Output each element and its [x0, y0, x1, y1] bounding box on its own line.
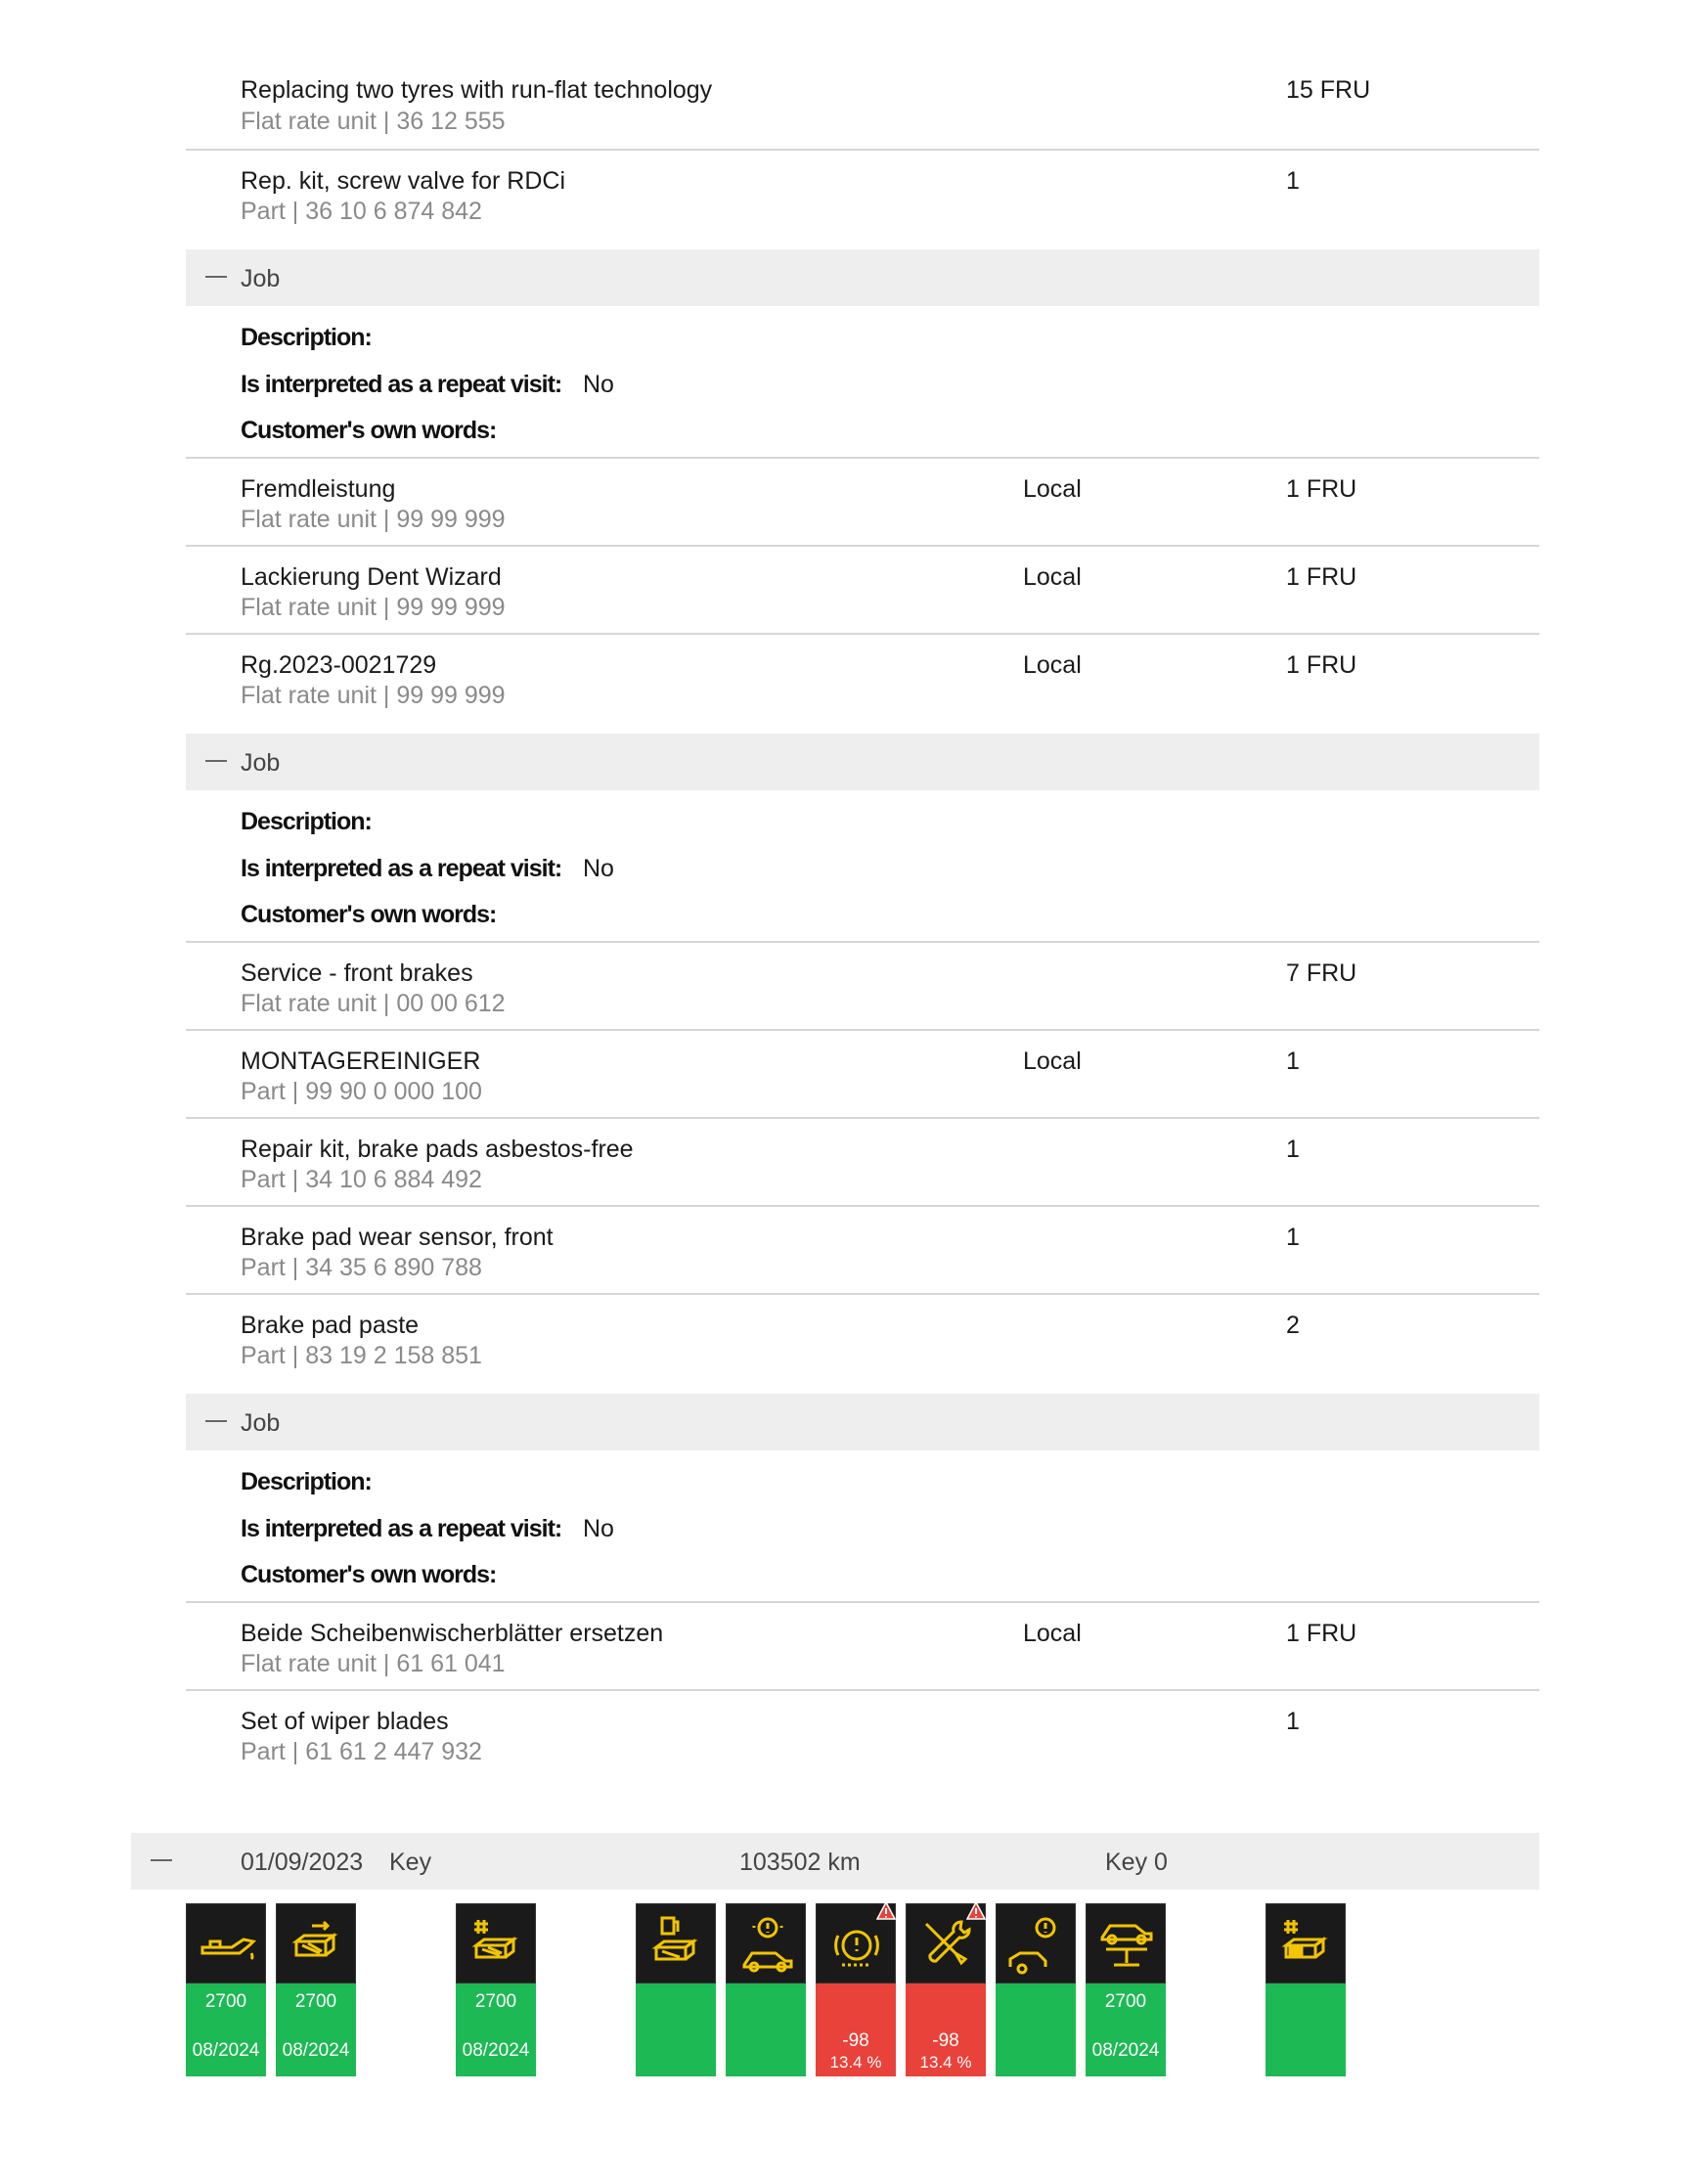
item-qty: 1 FRU: [1286, 563, 1357, 591]
tile-value: 2700: [294, 1991, 337, 2012]
tile-date: 08/2024: [282, 2040, 350, 2061]
job-info: [186, 790, 1539, 941]
item-qty: 1 FRU: [1286, 475, 1357, 503]
own-words-label: Customer's own words:: [241, 417, 497, 444]
list-item: [186, 1689, 1539, 1777]
item-qty: 7 FRU: [1286, 959, 1357, 987]
fuel-filter-icon: [636, 1903, 716, 1983]
item-name: MONTAGEREINIGER: [241, 1047, 481, 1075]
item-name: Brake pad wear sensor, front: [241, 1224, 554, 1251]
list-item: [186, 633, 1539, 721]
tile-value: 2700: [204, 1991, 247, 2012]
collapse-icon[interactable]: [205, 760, 227, 762]
item-qty: 2: [1286, 1312, 1300, 1339]
vehicle-check-rear-icon: [996, 1903, 1076, 1983]
service-tile[interactable]: [276, 1903, 356, 2076]
collapse-icon[interactable]: [151, 1859, 172, 1861]
description-label: Description:: [241, 808, 372, 835]
service-tile[interactable]: [186, 1903, 266, 2076]
item-qty: 1: [1286, 167, 1300, 195]
job-label: Job: [241, 1409, 281, 1437]
item-sub: Part | 99 90 0 000 100: [241, 1078, 482, 1105]
air-filter-icon: [276, 1903, 356, 1983]
service-tile[interactable]: [816, 1903, 896, 2076]
item-local: Local: [1023, 563, 1082, 591]
service-tile[interactable]: [906, 1903, 986, 2076]
item-sub: Flat rate unit | 99 99 999: [241, 682, 506, 709]
warning-icon: [876, 1901, 896, 1921]
visit-mileage: 103502 km: [739, 1849, 861, 1876]
list-item: [186, 61, 1539, 149]
repeat-visit-value: No: [583, 371, 614, 398]
description-label: Description:: [241, 1468, 372, 1495]
item-sub: Flat rate unit | 61 61 041: [241, 1650, 506, 1677]
item-local: Local: [1023, 651, 1082, 679]
list-item: [186, 941, 1539, 1029]
item-sub: Part | 34 35 6 890 788: [241, 1254, 482, 1281]
tile-value: 2700: [474, 1991, 517, 2012]
item-name: Beide Scheibenwischerblätter ersetzen: [241, 1620, 664, 1647]
service-tile[interactable]: [1266, 1903, 1346, 2076]
item-qty: 15 FRU: [1286, 76, 1371, 104]
list-item: [186, 1601, 1539, 1689]
collapse-icon[interactable]: [205, 276, 227, 278]
item-sub: Flat rate unit | 99 99 999: [241, 594, 506, 621]
list-item: [186, 545, 1539, 633]
item-sub: Flat rate unit | 36 12 555: [241, 108, 506, 135]
item-name: Fremdleistung: [241, 475, 396, 503]
item-qty: 1: [1286, 1224, 1300, 1251]
repeat-visit-label: Is interpreted as a repeat visit:: [241, 371, 562, 398]
repeat-visit-label: Is interpreted as a repeat visit:: [241, 855, 562, 882]
item-local: Local: [1023, 1047, 1082, 1075]
list-item: [186, 1293, 1539, 1381]
visit-key-value: Key 0: [1105, 1849, 1168, 1876]
item-qty: 1 FRU: [1286, 651, 1357, 679]
item-name: Lackierung Dent Wizard: [241, 563, 502, 591]
job-header[interactable]: [186, 734, 1539, 790]
collapse-icon[interactable]: [205, 1420, 227, 1422]
item-local: Local: [1023, 475, 1082, 503]
item-name: Set of wiper blades: [241, 1708, 449, 1735]
job-header[interactable]: [186, 1394, 1539, 1450]
item-name: Rep. kit, screw valve for RDCi: [241, 167, 566, 195]
item-sub: Flat rate unit | 00 00 612: [241, 990, 506, 1017]
own-words-label: Customer's own words:: [241, 901, 497, 928]
tile-value: 2700: [1104, 1991, 1147, 2012]
item-sub: Part | 61 61 2 447 932: [241, 1738, 482, 1765]
list-item: [186, 1117, 1539, 1205]
item-name: Brake pad paste: [241, 1312, 420, 1339]
item-local: Local: [1023, 1620, 1082, 1647]
item-qty: 1: [1286, 1136, 1300, 1163]
item-name: Replacing two tyres with run-flat technology: [241, 76, 713, 104]
item-qty: 1 FRU: [1286, 1620, 1357, 1647]
job-list: [186, 0, 1539, 1777]
battery-filter-icon: [1266, 1903, 1346, 1983]
item-sub: Part | 83 19 2 158 851: [241, 1342, 482, 1369]
item-name: Rg.2023-0021729: [241, 651, 437, 679]
job-info: [186, 1450, 1539, 1601]
tile-value: -98: [842, 2030, 869, 2051]
service-tile[interactable]: [456, 1903, 536, 2076]
visit-header[interactable]: [131, 1833, 1539, 1890]
microfilter-icon: [456, 1903, 536, 1983]
list-item: [186, 457, 1539, 545]
own-words-label: Customer's own words:: [241, 1561, 497, 1588]
item-qty: 1: [1286, 1047, 1300, 1075]
visit-date: 01/09/2023: [241, 1849, 364, 1876]
tile-percent: 13.4 %: [919, 2053, 972, 2072]
item-sub: Part | 36 10 6 874 842: [241, 198, 482, 225]
item-sub: Flat rate unit | 99 99 999: [241, 506, 506, 533]
repeat-visit-value: No: [583, 855, 614, 882]
list-item: [186, 149, 1539, 237]
tile-date: 08/2024: [462, 2040, 530, 2061]
tile-date: 08/2024: [192, 2040, 260, 2061]
service-tiles: [0, 1903, 1688, 2079]
tile-value: -98: [932, 2030, 959, 2051]
repeat-visit-label: Is interpreted as a repeat visit:: [241, 1515, 562, 1542]
service-tile[interactable]: [636, 1903, 716, 2076]
job-label: Job: [241, 265, 281, 292]
list-item: [186, 1029, 1539, 1117]
tile-percent: 13.4 %: [829, 2053, 882, 2072]
service-tile[interactable]: [726, 1903, 806, 2076]
job-label: Job: [241, 749, 281, 777]
tile-date: 08/2024: [1091, 2040, 1160, 2061]
job-info: [186, 306, 1539, 457]
service-tile[interactable]: [996, 1903, 1076, 2076]
engine-oil-icon: [186, 1903, 266, 1983]
item-qty: 1: [1286, 1708, 1300, 1735]
item-name: Service - front brakes: [241, 959, 473, 987]
list-item: [186, 1205, 1539, 1293]
job-header[interactable]: [186, 249, 1539, 306]
item-name: Repair kit, brake pads asbestos-free: [241, 1136, 634, 1163]
warning-icon: [966, 1901, 986, 1921]
service-tile[interactable]: [1086, 1903, 1166, 2076]
vehicle-lift-icon: [1086, 1903, 1166, 1983]
description-label: Description:: [241, 324, 372, 351]
vehicle-check-icon: [726, 1903, 806, 1983]
repeat-visit-value: No: [583, 1515, 614, 1542]
visit-key-label: Key: [389, 1849, 432, 1876]
item-sub: Part | 34 10 6 884 492: [241, 1166, 482, 1193]
